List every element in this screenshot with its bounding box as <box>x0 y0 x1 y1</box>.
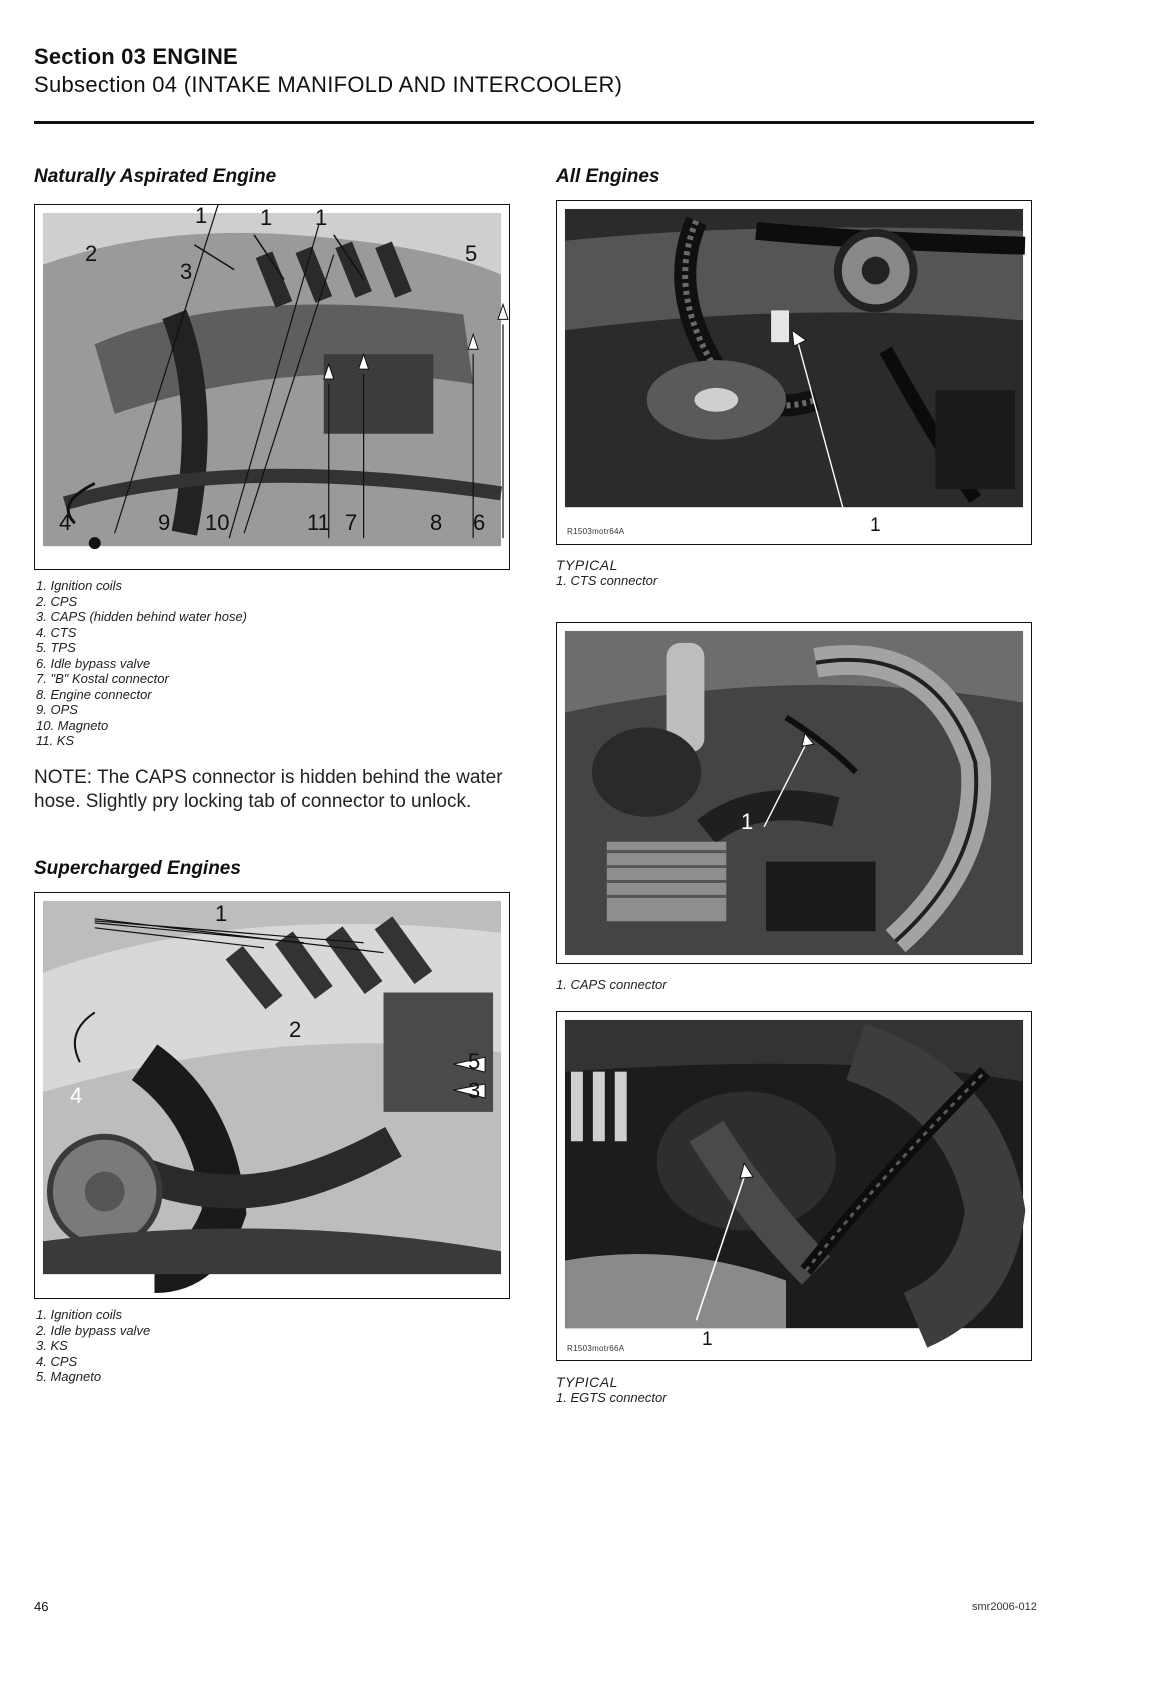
callout-4: 4 <box>59 510 72 535</box>
legend-item: 1. Ignition coils <box>36 1307 122 1322</box>
legend-item: 2. Idle bypass valve <box>36 1322 151 1338</box>
cts-connector-photo <box>556 200 1032 545</box>
callout-7: 7 <box>345 510 358 535</box>
callout-1c: 1 <box>315 205 328 230</box>
legend-item: 3. KS <box>36 1338 68 1353</box>
callout-10: 10 <box>205 510 230 535</box>
legend-item: 4. CPS <box>36 1353 78 1369</box>
callout-9: 9 <box>158 510 171 535</box>
callout-3: 3 <box>180 259 193 284</box>
naturally-aspirated-engine-photo <box>34 204 510 570</box>
caps-note: NOTE: The CAPS connector is hidden behind the water hose. Slightly pry locking tab of connector to unlock. <box>34 767 503 812</box>
legend-item: 4. CTS <box>36 624 77 640</box>
legend-item: 1. Ignition coils <box>36 578 122 593</box>
egts-connector-legend: 1. EGTS connector <box>556 1390 667 1405</box>
callout-1: 1 <box>870 515 881 536</box>
legend-item: 11. KS <box>36 733 75 748</box>
supercharged-heading: Supercharged Engines <box>34 858 241 879</box>
subsection-title: Subsection 04 (INTAKE MANIFOLD AND INTERCOOLER) <box>34 72 623 97</box>
supercharged-legend <box>36 1307 150 1385</box>
callout-1: 1 <box>702 1329 713 1350</box>
callout-2: 2 <box>289 1017 302 1042</box>
legend-item: 10. Magneto <box>36 717 109 733</box>
callout-2: 2 <box>85 241 98 266</box>
callout-1: 1 <box>741 809 754 834</box>
page-number: 46 <box>34 1599 49 1614</box>
legend-item: 9. OPS <box>36 702 78 717</box>
photo-code: R1503motr64A <box>567 527 625 536</box>
photo-code: R1503motr66A <box>567 1344 625 1353</box>
all-engines-heading: All Engines <box>556 166 660 187</box>
legend-item: 2. CPS <box>36 593 78 609</box>
callout-1a: 1 <box>195 204 208 228</box>
callout-6: 6 <box>473 510 486 535</box>
naturally-aspirated-heading: Naturally Aspirated Engine <box>34 166 277 187</box>
legend-item: 5. TPS <box>36 640 76 655</box>
typical-label: TYPICAL <box>556 557 618 573</box>
header-divider <box>34 121 1034 124</box>
legend-item: 6. Idle bypass valve <box>36 655 151 671</box>
legend-item: 8. Engine connector <box>36 686 152 702</box>
section-title: Section 03 ENGINE <box>34 44 238 69</box>
legend-item: 7. "B" Kostal connector <box>36 671 169 686</box>
typical-label: TYPICAL <box>556 1374 618 1390</box>
caps-connector-legend: 1. CAPS connector <box>556 977 667 992</box>
naturally-aspirated-legend <box>36 578 247 749</box>
egts-connector-photo <box>556 1011 1032 1361</box>
caps-connector-photo <box>556 622 1032 964</box>
cts-connector-legend: 1. CTS connector <box>556 573 658 588</box>
callout-8: 8 <box>430 510 443 535</box>
legend-item: 3. CAPS (hidden behind water hose) <box>36 609 248 624</box>
supercharged-engine-photo <box>34 892 510 1299</box>
callout-5: 5 <box>465 241 478 266</box>
callout-1b: 1 <box>260 205 273 230</box>
callout-5: 5 <box>468 1049 481 1074</box>
callout-3: 3 <box>468 1078 481 1103</box>
page-header <box>34 44 622 98</box>
legend-item: 5. Magneto <box>36 1369 102 1384</box>
callout-11: 11 <box>307 510 330 535</box>
callout-1: 1 <box>215 901 228 926</box>
document-code: smr2006-012 <box>972 1601 1037 1613</box>
callout-4: 4 <box>70 1083 83 1108</box>
